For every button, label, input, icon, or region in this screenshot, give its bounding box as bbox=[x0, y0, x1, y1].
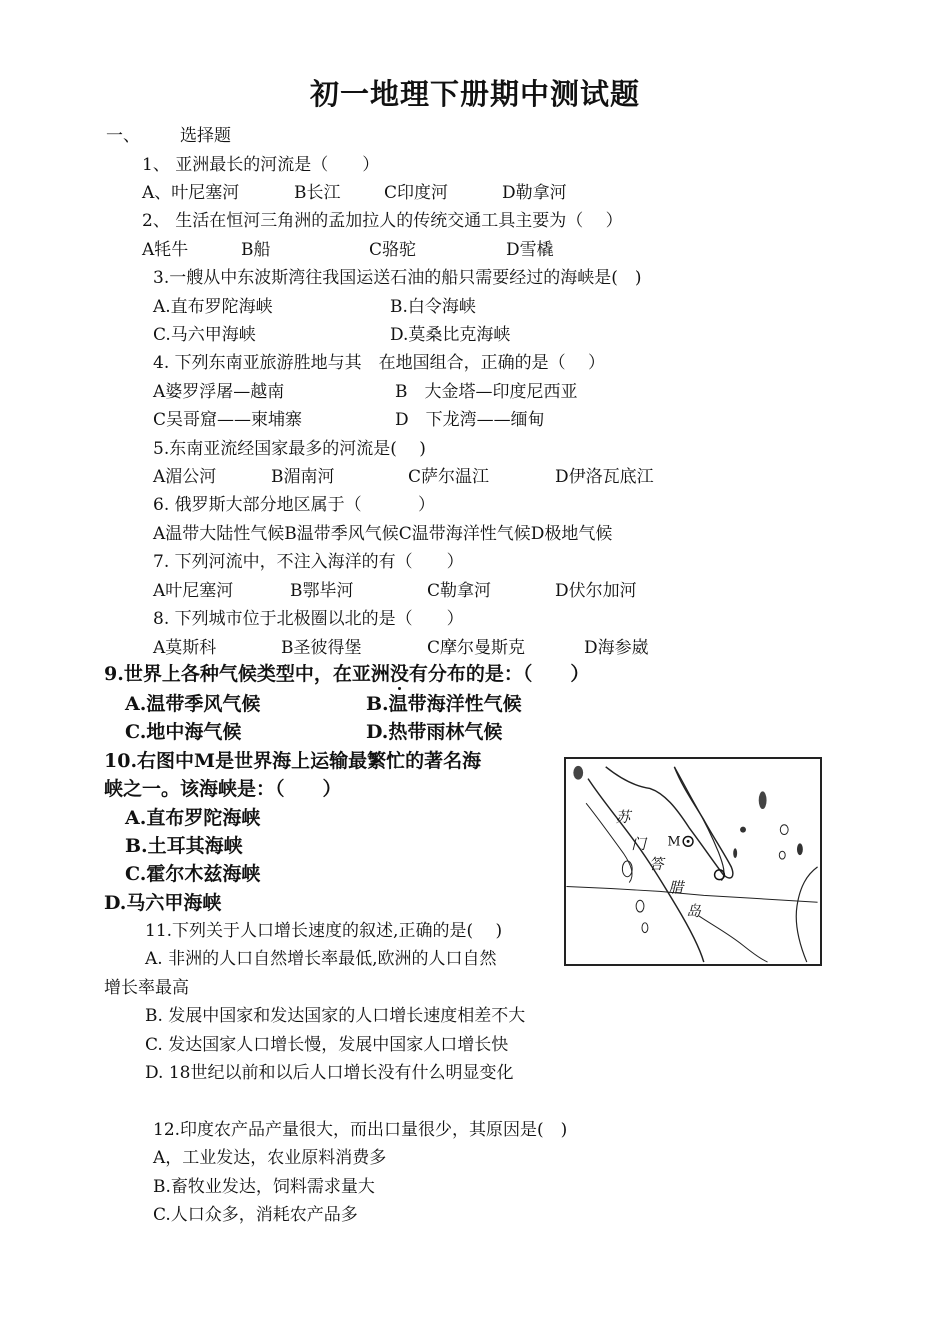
q1-option-a: A、叶尼塞河 bbox=[142, 183, 240, 203]
map-island-1 bbox=[622, 861, 632, 877]
map-point-m-center bbox=[687, 840, 690, 843]
map-java-coast bbox=[699, 916, 768, 962]
q8-option-a: A莫斯科 bbox=[153, 638, 217, 658]
q2-option-c: C骆驼 bbox=[369, 240, 417, 260]
q2-stem: 2、 生活在恒河三角洲的孟加拉人的传统交通工具主要为（ ） bbox=[142, 211, 623, 231]
map-label-da: 答 bbox=[648, 855, 664, 873]
q10-option-b: B.土耳其海峡 bbox=[125, 835, 243, 857]
q7-option-c: C勒拿河 bbox=[427, 581, 492, 601]
map-label-su: 苏 bbox=[615, 808, 631, 826]
map-borneo-coast bbox=[796, 867, 817, 962]
q7-option-b: B鄂毕河 bbox=[290, 581, 354, 601]
map-island-8 bbox=[797, 843, 803, 855]
q10-stem-line1: 10.右图中M是世界海上运输最繁忙的著名海 bbox=[104, 750, 482, 772]
q9-option-a: A.温带季风气候 bbox=[125, 693, 261, 715]
map-equator-line bbox=[566, 887, 817, 903]
map-island-7 bbox=[780, 825, 788, 835]
q9-option-d: D.热带雨林气候 bbox=[366, 721, 503, 743]
q12-option-a: A，工业发达，农业原料消费多 bbox=[153, 1148, 387, 1168]
q9-option-c: C.地中海气候 bbox=[125, 721, 242, 743]
map-label-la: 腊 bbox=[668, 879, 684, 897]
q9-option-b: B.温带海洋性气候 bbox=[366, 693, 522, 715]
q1-option-d: D勒拿河 bbox=[502, 183, 567, 203]
q3-option-b: B.白令海峡 bbox=[390, 297, 476, 317]
map-sumatra-coast bbox=[588, 779, 704, 962]
q3-option-c: C.马六甲海峡 bbox=[153, 325, 256, 345]
q8-option-c: C摩尔曼斯克 bbox=[427, 638, 526, 658]
q11-option-b: B. 发展中国家和发达国家的人口增长速度相差不大 bbox=[145, 1006, 526, 1026]
page-title: 初一地理下册期中测试题 bbox=[309, 77, 640, 111]
q10-option-d: D.马六甲海峡 bbox=[104, 892, 222, 914]
q11-option-a-line2: 增长率最高 bbox=[104, 978, 189, 998]
q8-stem: 8. 下列城市位于北极圈以北的是（ ） bbox=[153, 609, 464, 629]
map-label-men: 门 bbox=[631, 836, 646, 854]
q9-stem-part1: 9.世界上各种气候类型中，在亚洲 bbox=[104, 663, 390, 685]
q6-stem: 6. 俄罗斯大部分地区属于（ ） bbox=[153, 495, 436, 515]
q7-option-d: D伏尔加河 bbox=[555, 581, 637, 601]
q9-stem bbox=[104, 662, 589, 686]
map-island-10 bbox=[779, 851, 785, 859]
q7-stem: 7. 下列河流中，不注入海洋的有（ ） bbox=[153, 552, 464, 572]
map-island-6 bbox=[740, 827, 746, 833]
section-label: 选择题 bbox=[180, 126, 231, 146]
q2-option-d: D雪橇 bbox=[506, 240, 554, 260]
q10-option-c: C.霍尔木兹海峡 bbox=[125, 863, 261, 885]
q4-stem: 4. 下列东南亚旅游胜地与其 在地国组合，正确的是（ ） bbox=[153, 353, 606, 373]
q11-stem: 11.下列关于人口增长速度的叙述,正确的是( ) bbox=[145, 921, 503, 941]
map-island-2 bbox=[636, 900, 644, 912]
q3-stem: 3.一艘从中东波斯湾往我国运送石油的船只需要经过的海峡是( ) bbox=[153, 268, 642, 288]
q3-option-d: D.莫桑比克海峡 bbox=[390, 325, 511, 345]
q5-option-c: C萨尔温江 bbox=[408, 467, 490, 487]
q7-option-a: A叶尼塞河 bbox=[153, 581, 234, 601]
q5-option-a: A湄公河 bbox=[153, 467, 217, 487]
q5-option-b: B湄南河 bbox=[271, 467, 335, 487]
q11-option-c: C. 发达国家人口增长慢，发展中国家人口增长快 bbox=[145, 1035, 509, 1055]
q5-stem: 5.东南亚流经国家最多的河流是( ) bbox=[153, 439, 426, 459]
q9-stem-part2: 有分布的是：（ ） bbox=[408, 663, 590, 685]
map-point-m-label: M bbox=[667, 834, 681, 850]
q4-option-d: D 下龙湾——缅甸 bbox=[395, 410, 545, 430]
q1-option-c: C印度河 bbox=[384, 183, 449, 203]
strait-map-figure bbox=[564, 757, 822, 966]
q6-options: A温带大陆性气候B温带季风气候C温带海洋性气候D极地气候 bbox=[153, 524, 613, 544]
q10-stem-line2: 峡之一。该海峡是：（ ） bbox=[104, 778, 342, 800]
map-island-5 bbox=[573, 766, 583, 780]
q1-stem: 1、 亚洲最长的河流是（ ） bbox=[142, 155, 380, 175]
q9-stem-emphasis: 没 bbox=[389, 663, 409, 685]
map-island-9 bbox=[733, 848, 737, 858]
q4-option-a: A婆罗浮屠—越南 bbox=[153, 382, 285, 402]
q4-option-b: B 大金塔—印度尼西亚 bbox=[395, 382, 578, 402]
q11-option-a-line1: A. 非洲的人口自然增长率最低,欧洲的人口自然 bbox=[145, 949, 497, 969]
q5-option-d: D伊洛瓦底江 bbox=[555, 467, 654, 487]
section-number: 一、 bbox=[106, 126, 140, 146]
map-label-dao: 岛 bbox=[686, 902, 701, 920]
q2-option-b: B船 bbox=[241, 240, 271, 260]
q2-option-a: A牦牛 bbox=[142, 240, 189, 260]
q11-option-d: D. 18世纪以前和以后人口增长没有什么明显变化 bbox=[145, 1063, 514, 1083]
q8-option-d: D海参崴 bbox=[584, 638, 649, 658]
q3-option-a: A.直布罗陀海峡 bbox=[153, 297, 273, 317]
q1-option-b: B长江 bbox=[294, 183, 341, 203]
q4-option-c: C吴哥窟——柬埔寨 bbox=[153, 410, 303, 430]
q8-option-b: B圣彼得堡 bbox=[281, 638, 362, 658]
map-island-4 bbox=[759, 791, 767, 809]
q10-option-a: A.直布罗陀海峡 bbox=[125, 807, 261, 829]
q12-stem: 12.印度农产品产量很大，而出口量很少，其原因是( ) bbox=[153, 1120, 568, 1140]
q12-option-c: C.人口众多，消耗农产品多 bbox=[153, 1205, 358, 1225]
map-island-3 bbox=[642, 923, 648, 933]
q12-option-b: B.畜牧业发达，饲料需求量大 bbox=[153, 1177, 375, 1197]
